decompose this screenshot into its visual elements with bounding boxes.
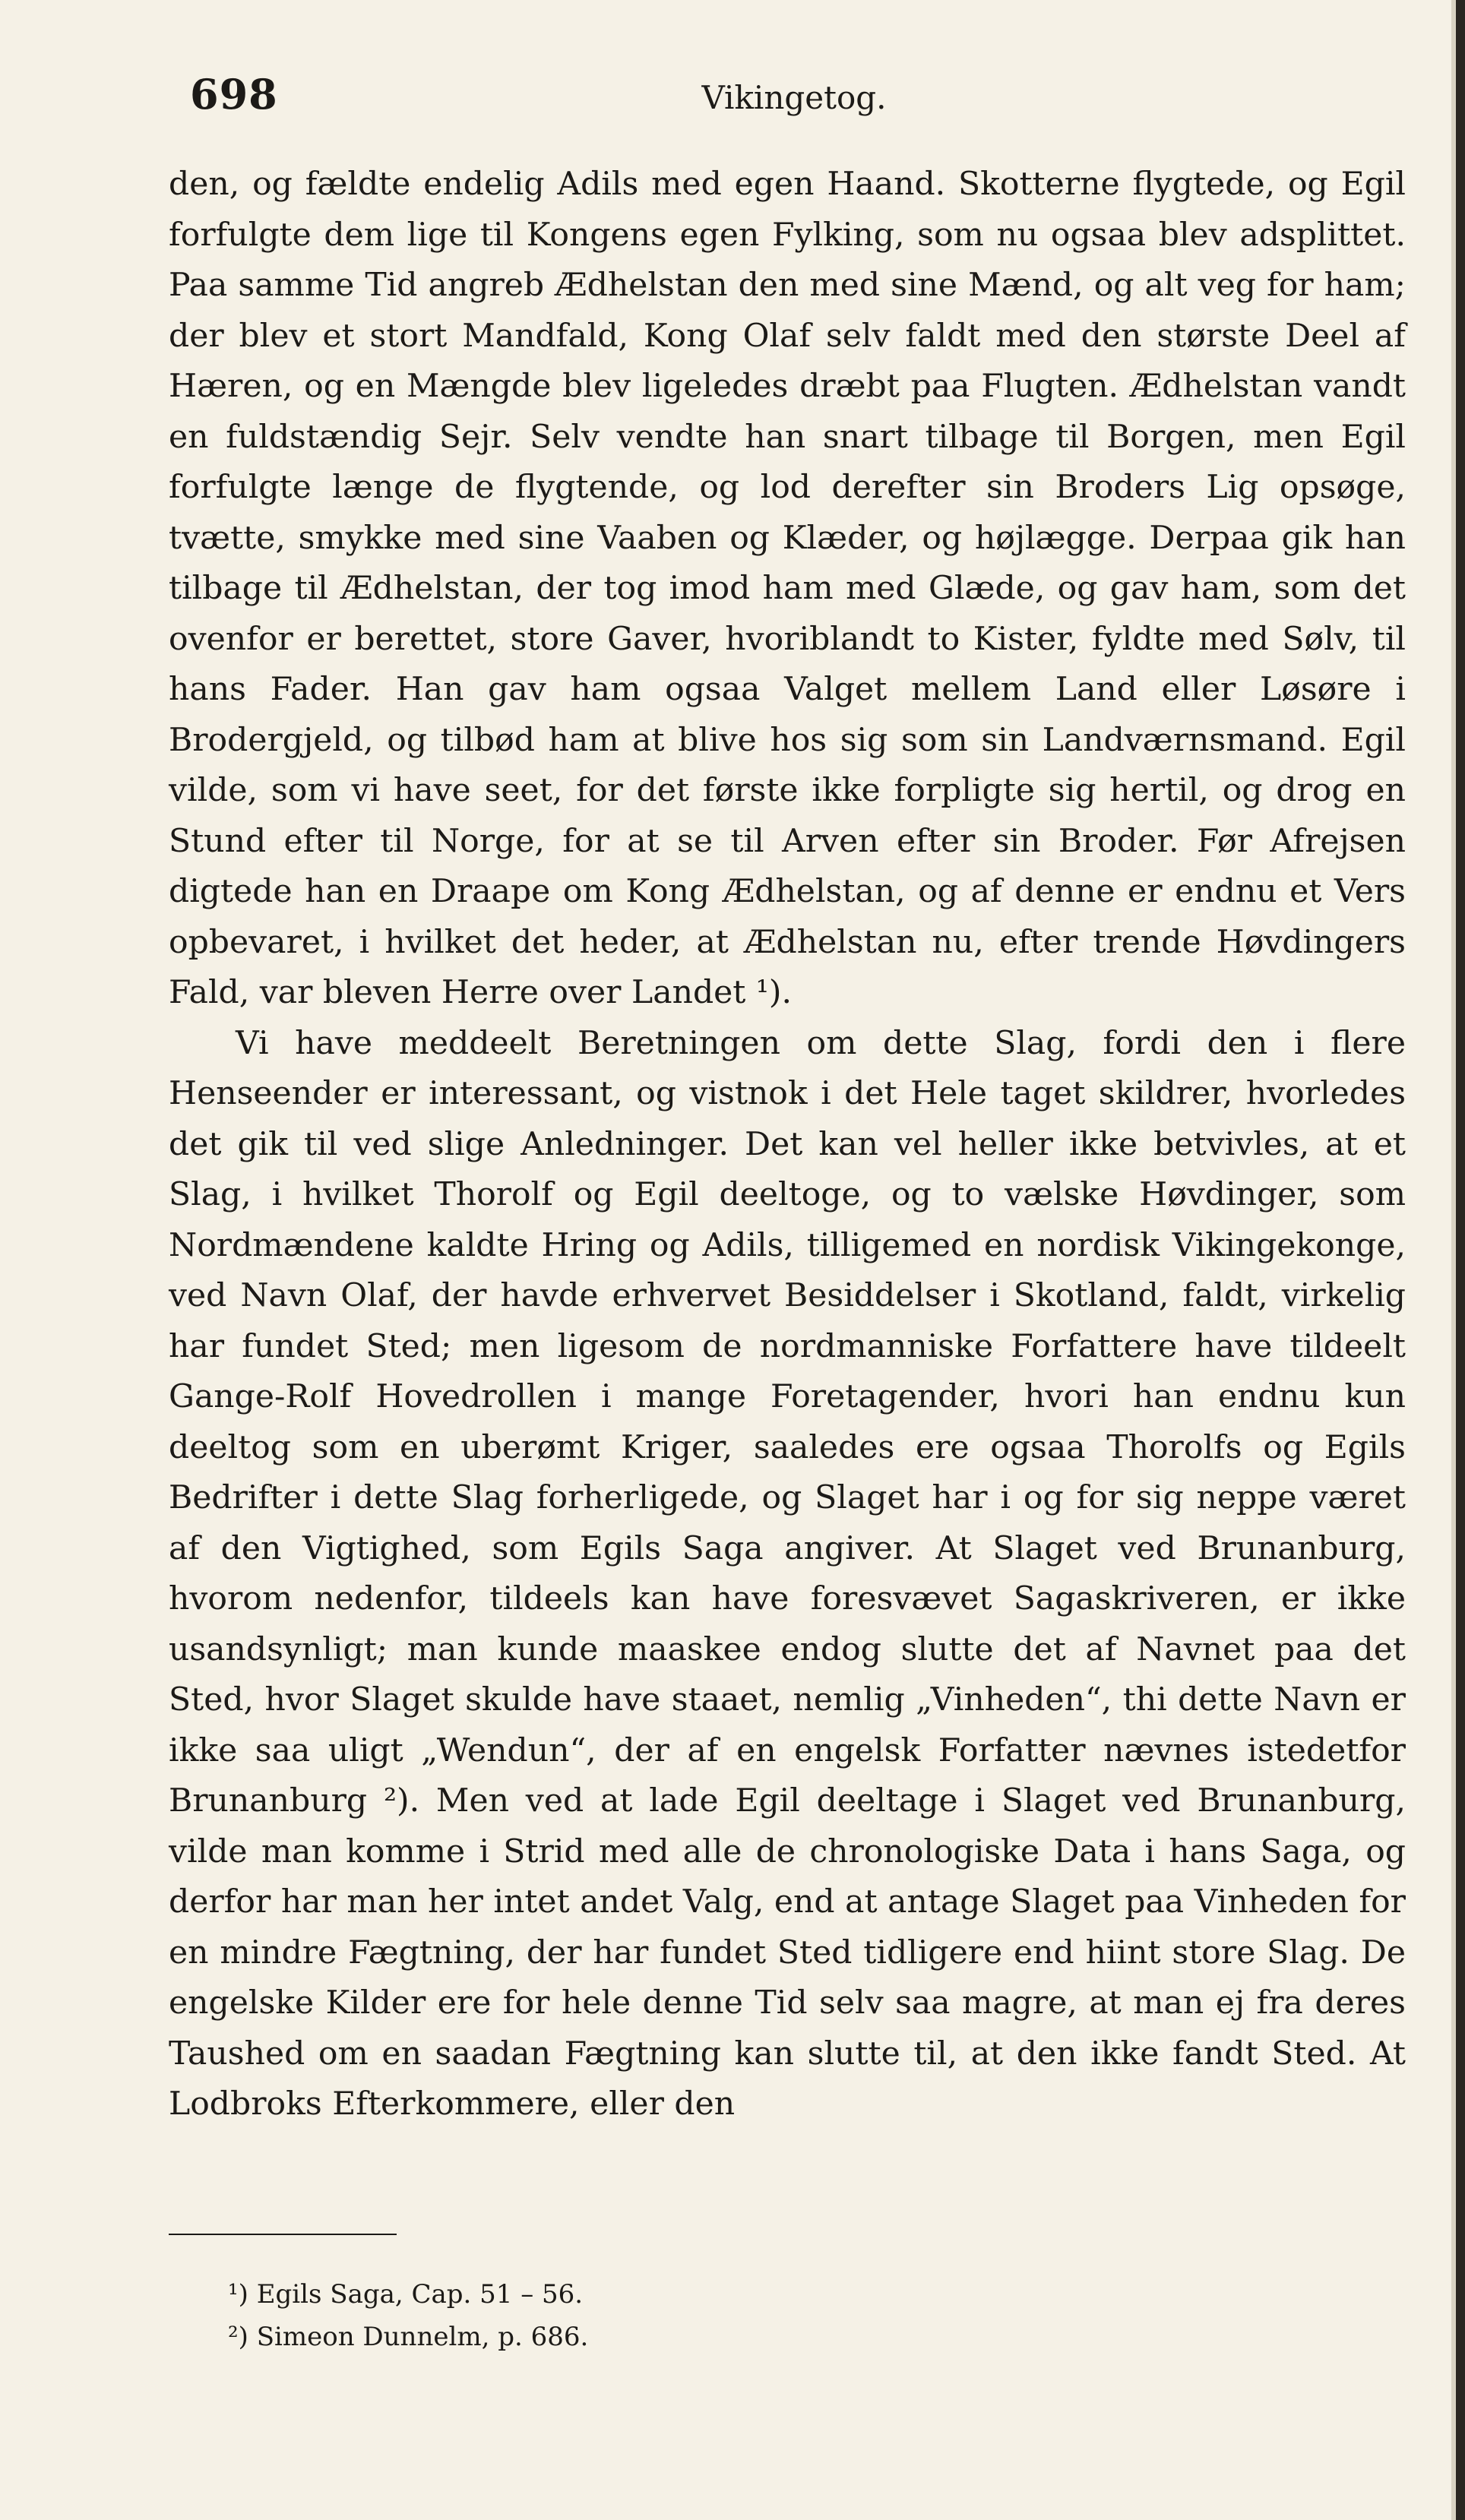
paragraph-2: Vi have meddeelt Beretningen om dette Slag, fordi den i flere Henseender er interessant, og vistnok i det Hele taget skildrer, hvorledes det gik til ved slige Anledninger. Det kan vel heller ikke betvivles, at et Slag, i hvilket Thorolf og Egil deeltoge, og to vælske Høvdinger, som Nordmændene kaldte Hring og Adils, tilligemed en nordisk Vikingekonge, ved Navn Olaf, der havde erhvervet Besiddelser i Skotland, faldt, virkelig har fundet Sted; men ligesom de nordmanniske Forfattere have tildeelt Gange-Rolf Hovedrollen i mange Foretagender, hvori han endnu kun deeltog som en uberømt Kriger, saaledes ere ogsaa Thorolfs og Egils Bedrifter i dette Slag forherligede, og Slaget har i og for sig neppe været af den Vigtighed, som Egils Saga angiver. At Slaget ved Brunanburg, hvorom nedenfor, tildeels kan have foresvævet Sagaskriveren, er ikke usandsynligt; man kunde maaskee endog slutte det af Navnet paa det Sted, hvor Slaget skulde have staaet, nemlig „Vinheden“, thi dette Navn er ikke saa uligt „Wendun“, der af en engelsk Forfatter nævnes istedetfor Brunanburg ²). Men ved at lade Egil deeltage i Slaget ved Brunanburg, vilde man komme i Strid med alle de chronologiske Data i hans Saga, og derfor har man her intet andet Valg, end at antage Slaget paa Vinheden for en mindre Fægtning, der har fundet Sted tidligere end hiint store Slag. De engelske Kilder ere for hele denne Tid selv saa magre, at man ej fra deres Taushed om en saadan Fægtning kan slutte til, at den ikke fandt Sted. At Lodbroks Efterkommere, eller den	[169, 1024, 1406, 2123]
page-number: 698	[190, 70, 278, 119]
footnote-1: ¹) Egils Saga, Cap. 51 – 56.	[228, 2279, 584, 2310]
paragraph-1: den, og fældte endelig Adils med egen Haand. Skotterne flygtede, og Egil forfulgte dem lige til Kongens egen Fylking, som nu ogsaa blev adsplittet. Paa samme Tid angreb Ædhelstan den med sine Mænd, og alt veg for ham; der blev et stort Mandfald, Kong Olaf selv faldt med den største Deel af Hæren, og en Mængde blev ligeledes dræbt paa Flugten. Ædhelstan vandt en fuldstændig Sejr. Selv vendte han snart tilbage til Borgen, men Egil forfulgte længe de flygtende, og lod derefter sin Broders Lig opsøge, tvætte, smykke med sine Vaaben og Klæder, og højlægge. Derpaa gik han tilbage til Ædhelstan, der tog imod ham med Glæde, og gav ham, som det ovenfor er berettet, store Gaver, hvoriblandt to Kister, fyldte med Sølv, til hans Fader. Han gav ham ogsaa Valget mellem Land eller Løsøre i Brodergjeld, og tilbød ham at blive hos sig som sin Landværnsmand. Egil vilde, som vi have seet, for det første ikke forpligte sig hertil, og drog en Stund efter til Norge, for at se til Arven efter sin Broder. Før Afrejsen digtede han en Draape om Kong Ædhelstan, og af denne er endnu et Vers opbevaret, i hvilket det heder, at Ædhelstan nu, efter trende Høvdingers Fald, var bleven Herre over Landet ¹).	[169, 166, 1406, 1011]
running-title: Vikingetog.	[701, 79, 887, 116]
page-header	[190, 70, 1398, 138]
page-edge-dark	[1456, 0, 1465, 2520]
main-text	[169, 160, 1406, 2130]
footnotes	[228, 2273, 1368, 2358]
footnote-divider	[169, 2234, 397, 2235]
footnote-2: ²) Simeon Dunnelm, p. 686.	[228, 2322, 589, 2352]
